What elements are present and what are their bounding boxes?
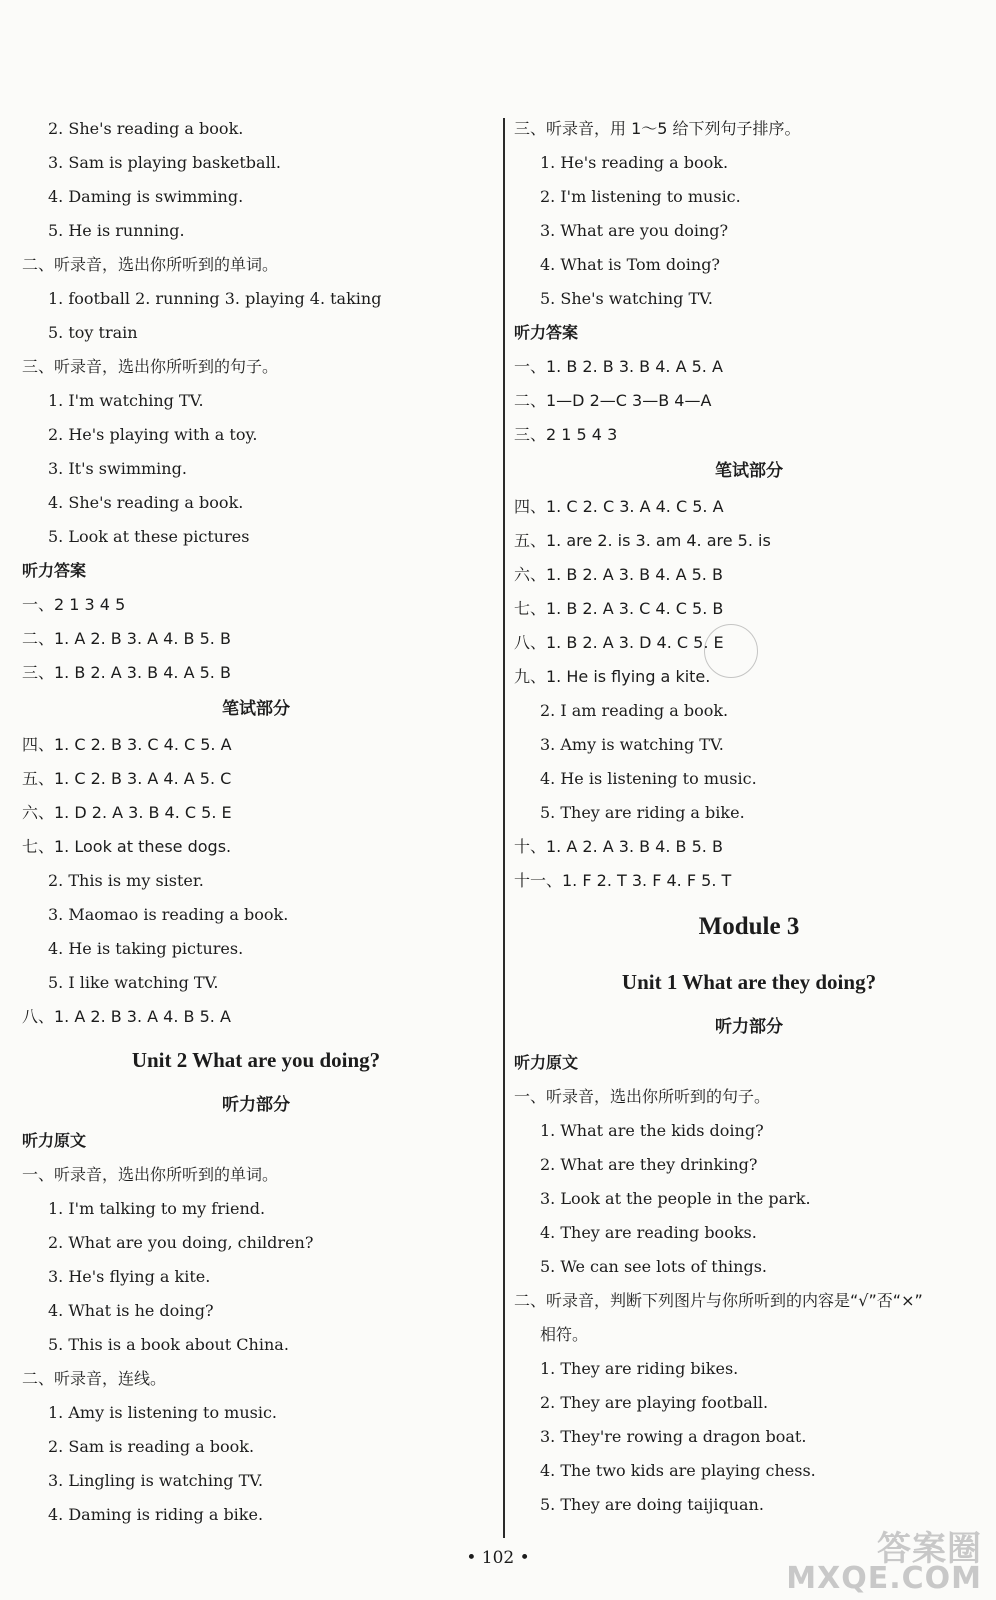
text-line: 2. I'm listening to music. xyxy=(540,187,741,206)
text-line: 听力答案 xyxy=(22,561,87,580)
text-line: 五、1. C 2. B 3. A 4. A 5. C xyxy=(22,769,232,788)
text-line: 笔试部分 xyxy=(715,461,783,481)
text-line: 一、听录音，选出你所听到的句子。 xyxy=(514,1087,771,1106)
text-line: 四、1. C 2. C 3. A 4. C 5. A xyxy=(514,497,724,516)
text-line: 二、听录音，连线。 xyxy=(22,1369,167,1388)
text-line: 5. Look at these pictures xyxy=(48,527,250,546)
text-line: 2. What are you doing, children? xyxy=(48,1233,314,1252)
text-line: 一、听录音，选出你所听到的单词。 xyxy=(22,1165,279,1184)
text-line: 2. She's reading a book. xyxy=(48,119,244,138)
text-line: 5. toy train xyxy=(48,323,138,342)
text-line: 听力原文 xyxy=(22,1131,87,1150)
text-line: 4. They are reading books. xyxy=(540,1223,757,1242)
text-line: 3. It's swimming. xyxy=(48,459,187,478)
text-line: 3. He's flying a kite. xyxy=(48,1267,211,1286)
text-line: 听力答案 xyxy=(514,323,579,342)
text-line: 4. He is taking pictures. xyxy=(48,939,244,958)
text-line: 5. They are riding a bike. xyxy=(540,803,745,822)
text-line: 1. He's reading a book. xyxy=(540,153,729,172)
text-line: 3. Sam is playing basketball. xyxy=(48,153,281,172)
text-line: 3. They're rowing a dragon boat. xyxy=(540,1427,807,1446)
text-line: 三、听录音，用 1～5 给下列句子排序。 xyxy=(514,119,801,138)
text-line: 五、1. are 2. is 3. am 4. are 5. is xyxy=(514,531,771,550)
text-line: 2. He's playing with a toy. xyxy=(48,425,258,444)
text-line: 一、2 1 3 4 5 xyxy=(22,595,126,614)
text-line: 二、听录音，判断下列图片与你所听到的内容是“√”否“×” xyxy=(514,1291,923,1310)
text-line: 三、1. B 2. A 3. B 4. A 5. B xyxy=(22,663,231,682)
text-line: 八、1. A 2. B 3. A 4. B 5. A xyxy=(22,1007,231,1026)
text-line: 九、1. He is flying a kite. xyxy=(514,667,711,686)
text-line: 5. I like watching TV. xyxy=(48,973,219,992)
text-line: 5. We can see lots of things. xyxy=(540,1257,767,1276)
right-column xyxy=(514,112,984,1522)
text-line: 十一、1. F 2. T 3. F 4. F 5. T xyxy=(514,871,732,890)
text-line: Module 3 xyxy=(698,913,800,940)
text-line: 七、1. Look at these dogs. xyxy=(22,837,232,856)
text-line: 十、1. A 2. A 3. B 4. B 5. B xyxy=(514,837,723,856)
text-line: 4. The two kids are playing chess. xyxy=(540,1461,816,1480)
text-line: 4. Daming is swimming. xyxy=(48,187,244,206)
text-line: 一、1. B 2. B 3. B 4. A 5. A xyxy=(514,357,723,376)
text-line: 六、1. D 2. A 3. B 4. C 5. E xyxy=(22,803,232,822)
text-line: 5. She's watching TV. xyxy=(540,289,713,308)
text-line: 2. I am reading a book. xyxy=(540,701,729,720)
text-line: 4. Daming is riding a bike. xyxy=(48,1505,264,1524)
text-line: 4. He is listening to music. xyxy=(540,769,757,788)
text-line: 二、1—D 2—C 3—B 4—A xyxy=(514,391,712,410)
text-line: Unit 2 What are you doing? xyxy=(131,1048,381,1072)
text-line: 听力部分 xyxy=(715,1017,783,1037)
text-line: 1. I'm watching TV. xyxy=(48,391,204,410)
text-line: 4. She's reading a book. xyxy=(48,493,244,512)
text-line: 四、1. C 2. B 3. C 4. C 5. A xyxy=(22,735,232,754)
text-line: 3. Lingling is watching TV. xyxy=(48,1471,264,1490)
text-line: 3. Maomao is reading a book. xyxy=(48,905,289,924)
text-line: 三、听录音，选出你所听到的句子。 xyxy=(22,357,279,376)
text-line: 3. What are you doing? xyxy=(540,221,729,240)
text-line: 二、听录音，选出你所听到的单词。 xyxy=(22,255,279,274)
stamp-mark xyxy=(704,624,758,678)
page-number: • 102 • xyxy=(466,1548,530,1568)
text-line: 3. Look at the people in the park. xyxy=(540,1189,811,1208)
text-line: 相符。 xyxy=(540,1325,589,1344)
watermark-line1: 答案圈 xyxy=(877,1529,982,1569)
watermark-line2: MXQE.COM xyxy=(786,1561,982,1596)
text-line: Unit 1 What are they doing? xyxy=(621,970,877,994)
text-line: 4. What is he doing? xyxy=(48,1301,214,1320)
text-line: 3. Amy is watching TV. xyxy=(540,735,724,754)
text-line: 六、1. B 2. A 3. B 4. A 5. B xyxy=(514,565,723,584)
text-line: 二、1. A 2. B 3. A 4. B 5. B xyxy=(22,629,231,648)
text-line: 2. They are playing football. xyxy=(540,1393,769,1412)
left-column xyxy=(22,112,490,1532)
text-line: 七、1. B 2. A 3. C 4. C 5. B xyxy=(514,599,724,618)
text-line: 2. What are they drinking? xyxy=(540,1155,758,1174)
text-line: 听力部分 xyxy=(222,1095,290,1115)
text-line: 5. They are doing taijiquan. xyxy=(540,1495,764,1514)
text-line: 4. What is Tom doing? xyxy=(540,255,721,274)
text-line: 1. What are the kids doing? xyxy=(540,1121,764,1140)
text-line: 1. I'm talking to my friend. xyxy=(48,1199,266,1218)
text-line: 听力原文 xyxy=(514,1053,579,1072)
text-line: 1. Amy is listening to music. xyxy=(48,1403,278,1422)
text-line: 1. football 2. running 3. playing 4. taking xyxy=(48,289,382,308)
text-line: 三、2 1 5 4 3 xyxy=(514,425,618,444)
text-line: 笔试部分 xyxy=(222,699,290,719)
text-line: 八、1. B 2. A 3. D 4. C 5. E xyxy=(514,633,724,652)
text-line: 5. This is a book about China. xyxy=(48,1335,289,1354)
watermark xyxy=(786,1529,982,1596)
text-line: 5. He is running. xyxy=(48,221,185,240)
text-line: 2. This is my sister. xyxy=(48,871,204,890)
text-line: 2. Sam is reading a book. xyxy=(48,1437,255,1456)
column-divider xyxy=(503,118,505,1538)
text-line: 1. They are riding bikes. xyxy=(540,1359,739,1378)
